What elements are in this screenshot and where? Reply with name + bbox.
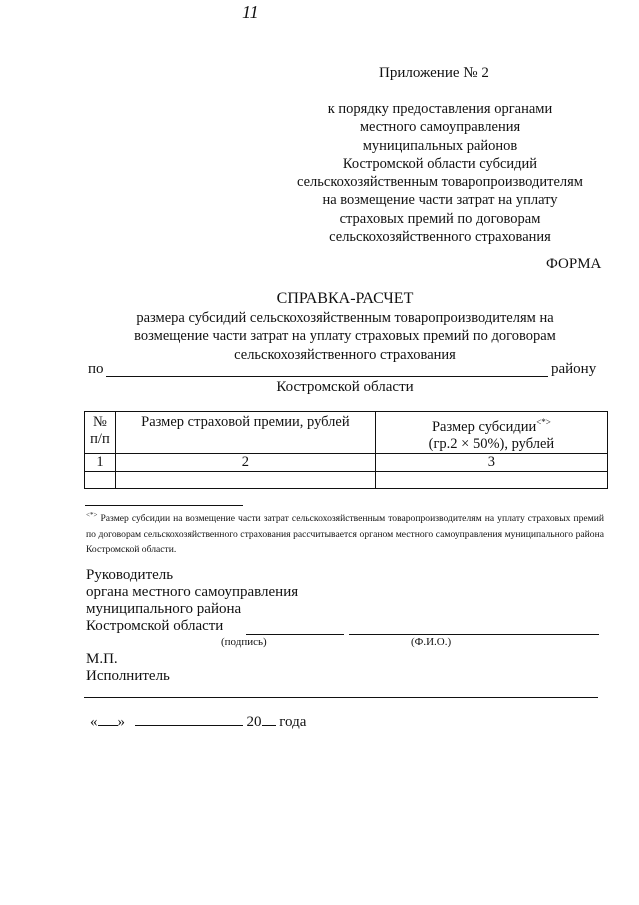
table-row [85,472,608,489]
form-label: ФОРМА [546,256,602,272]
header-premium: Размер страховой премии, рублей [115,412,375,454]
day-field[interactable] [98,711,118,726]
addressee-line: к порядку предоставления органами [327,101,553,117]
subtitle-line: возмещение части затрат на уплату страховых премий по договорам [134,328,556,345]
table-cell[interactable] [375,472,607,489]
district-suffix: району [551,361,597,377]
addressee-line: страховых премий по договорам [339,210,541,227]
district-blank-line[interactable] [106,376,548,377]
signature-line: органа местного самоуправления [86,584,299,600]
region-label: Костромской области [276,379,414,395]
appendix-heading: Приложение № 2 [379,65,489,81]
executor-field[interactable] [84,697,598,698]
subtitle-line: сельскохозяйственного страхования [234,346,456,363]
addressee-line: местного самоуправления [359,119,521,136]
table-cell[interactable] [85,472,116,489]
date-line: « » 20 года [90,711,306,731]
signature-line: муниципального района [86,601,242,617]
addressee-line: Костромской области субсидий [342,155,538,172]
calculation-table [84,411,608,489]
year-field[interactable] [262,711,276,726]
footnote-separator [85,505,243,506]
name-caption: (Ф.И.О.) [411,636,452,648]
footnote-text: Размер субсидии на возмещение части затрат сельскохозяйственным товаропроизводителям на уплату страховых премий по договорам сельскохозяйственного страхования рассчитывается органом местного самоуправления муниципального района Костромской области. [86,513,604,555]
footnote-mark: <*> [86,511,98,519]
signature-line: Руководитель [86,567,174,583]
header-number: № п/п [85,412,116,454]
signature-block [86,567,298,635]
name-field[interactable] [349,634,599,635]
addressee-line: сельскохозяйственным товаропроизводителям [297,174,583,191]
footnote [86,508,604,558]
district-prefix: по [88,361,104,377]
subtitle-line: размера субсидий сельскохозяйственным товаропроизводителям на [136,310,554,326]
stamp-label: М.П. [86,651,118,667]
addressee-block [280,100,600,246]
document-subtitle [90,309,600,364]
addressee-line: на возмещение части затрат на уплату [322,192,558,209]
table-row [85,454,608,472]
page-number: 11 [242,2,259,22]
header-subsidy: Размер субсидии<*> (гр.2 × 50%), рублей [375,412,607,454]
signature-caption: (подпись) [221,636,267,648]
signature-line: Костромской области [86,618,224,634]
table-header-row [85,412,608,454]
footnote-mark: <*> [536,417,551,427]
column-number-cell: 3 [375,454,607,472]
column-number-cell: 1 [85,454,116,472]
addressee-line: сельскохозяйственного страхования [329,229,551,246]
month-field[interactable] [135,711,243,726]
signature-field[interactable] [246,634,344,635]
table-cell[interactable] [115,472,375,489]
document-title: СПРАВКА-РАСЧЕТ [276,290,414,307]
executor-label: Исполнитель [86,668,170,684]
column-number-cell: 2 [115,454,375,472]
addressee-line: муниципальных районов [362,137,518,154]
